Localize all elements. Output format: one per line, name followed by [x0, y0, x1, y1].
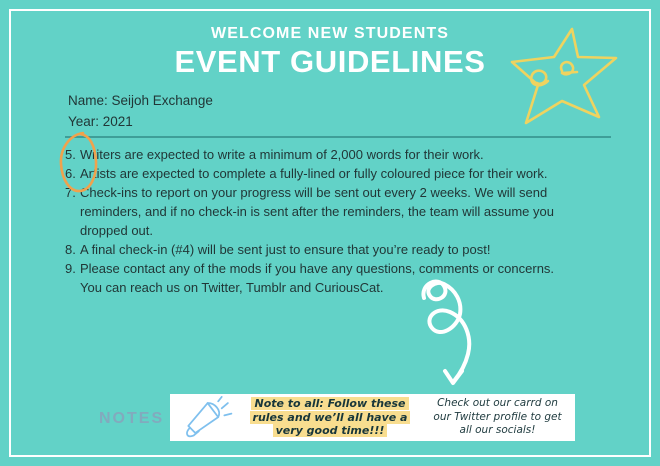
rule-text: A final check-in (#4) will be sent just to ensure that you’re ready to post!: [80, 242, 491, 257]
rule-number: 7.: [65, 185, 76, 200]
list-item: [65, 183, 621, 240]
event-meta: [68, 90, 213, 132]
star-doodle-icon: [504, 24, 624, 130]
rule-number: 9.: [65, 261, 76, 276]
highlighted-note-line: Note to all: Follow these: [251, 397, 408, 410]
rule-text: You can reach us on Twitter, Tumblr and CuriousCat.: [80, 280, 384, 295]
socials-note-line: all our socials!: [459, 424, 536, 437]
page-title: EVENT GUIDELINES: [174, 44, 486, 79]
rule-text: Writers are expected to write a minimum of 2,000 words for their work.: [80, 147, 484, 162]
rule-number: 6.: [65, 166, 76, 181]
socials-note-line: our Twitter profile to get: [433, 410, 562, 423]
rule-number: 5.: [65, 147, 76, 162]
notes-label: NOTES: [99, 410, 165, 427]
notes-banner: [170, 394, 575, 441]
list-item: [65, 164, 621, 183]
circle-annotation-icon: [56, 130, 102, 194]
divider-line: [65, 136, 611, 138]
note-to-all: [240, 397, 420, 438]
list-item: [65, 240, 621, 259]
socials-note: [420, 397, 575, 438]
rule-text: Please contact any of the mods if you have any questions, comments or concerns.: [80, 261, 555, 276]
list-item: [65, 259, 621, 297]
megaphone-icon: [176, 396, 234, 440]
socials-note-line: Check out our carrd on: [437, 397, 558, 410]
rule-text: dropped out.: [80, 223, 154, 238]
curly-arrow-icon: [410, 276, 494, 394]
highlighted-note-line: rules and we’ll all have a: [250, 411, 411, 424]
list-item: [65, 145, 621, 164]
highlighted-note-line: very good time!!!: [273, 424, 388, 437]
rule-number: 8.: [65, 242, 76, 257]
rule-text: Check-ins to report on your progress will be sent out every 2 weeks. We will send: [80, 185, 548, 200]
megaphone-wrap: [170, 396, 240, 440]
event-year: Year: 2021: [68, 114, 133, 129]
header-subtitle: WELCOME NEW STUDENTS: [211, 25, 449, 42]
rules-list: [65, 145, 621, 297]
rule-text: reminders, and if no check-in is sent after the reminders, the team will assume you: [80, 204, 554, 219]
rule-text: Artists are expected to complete a fully-lined or fully coloured piece for their work.: [80, 166, 548, 181]
event-name: Name: Seijoh Exchange: [68, 93, 213, 108]
